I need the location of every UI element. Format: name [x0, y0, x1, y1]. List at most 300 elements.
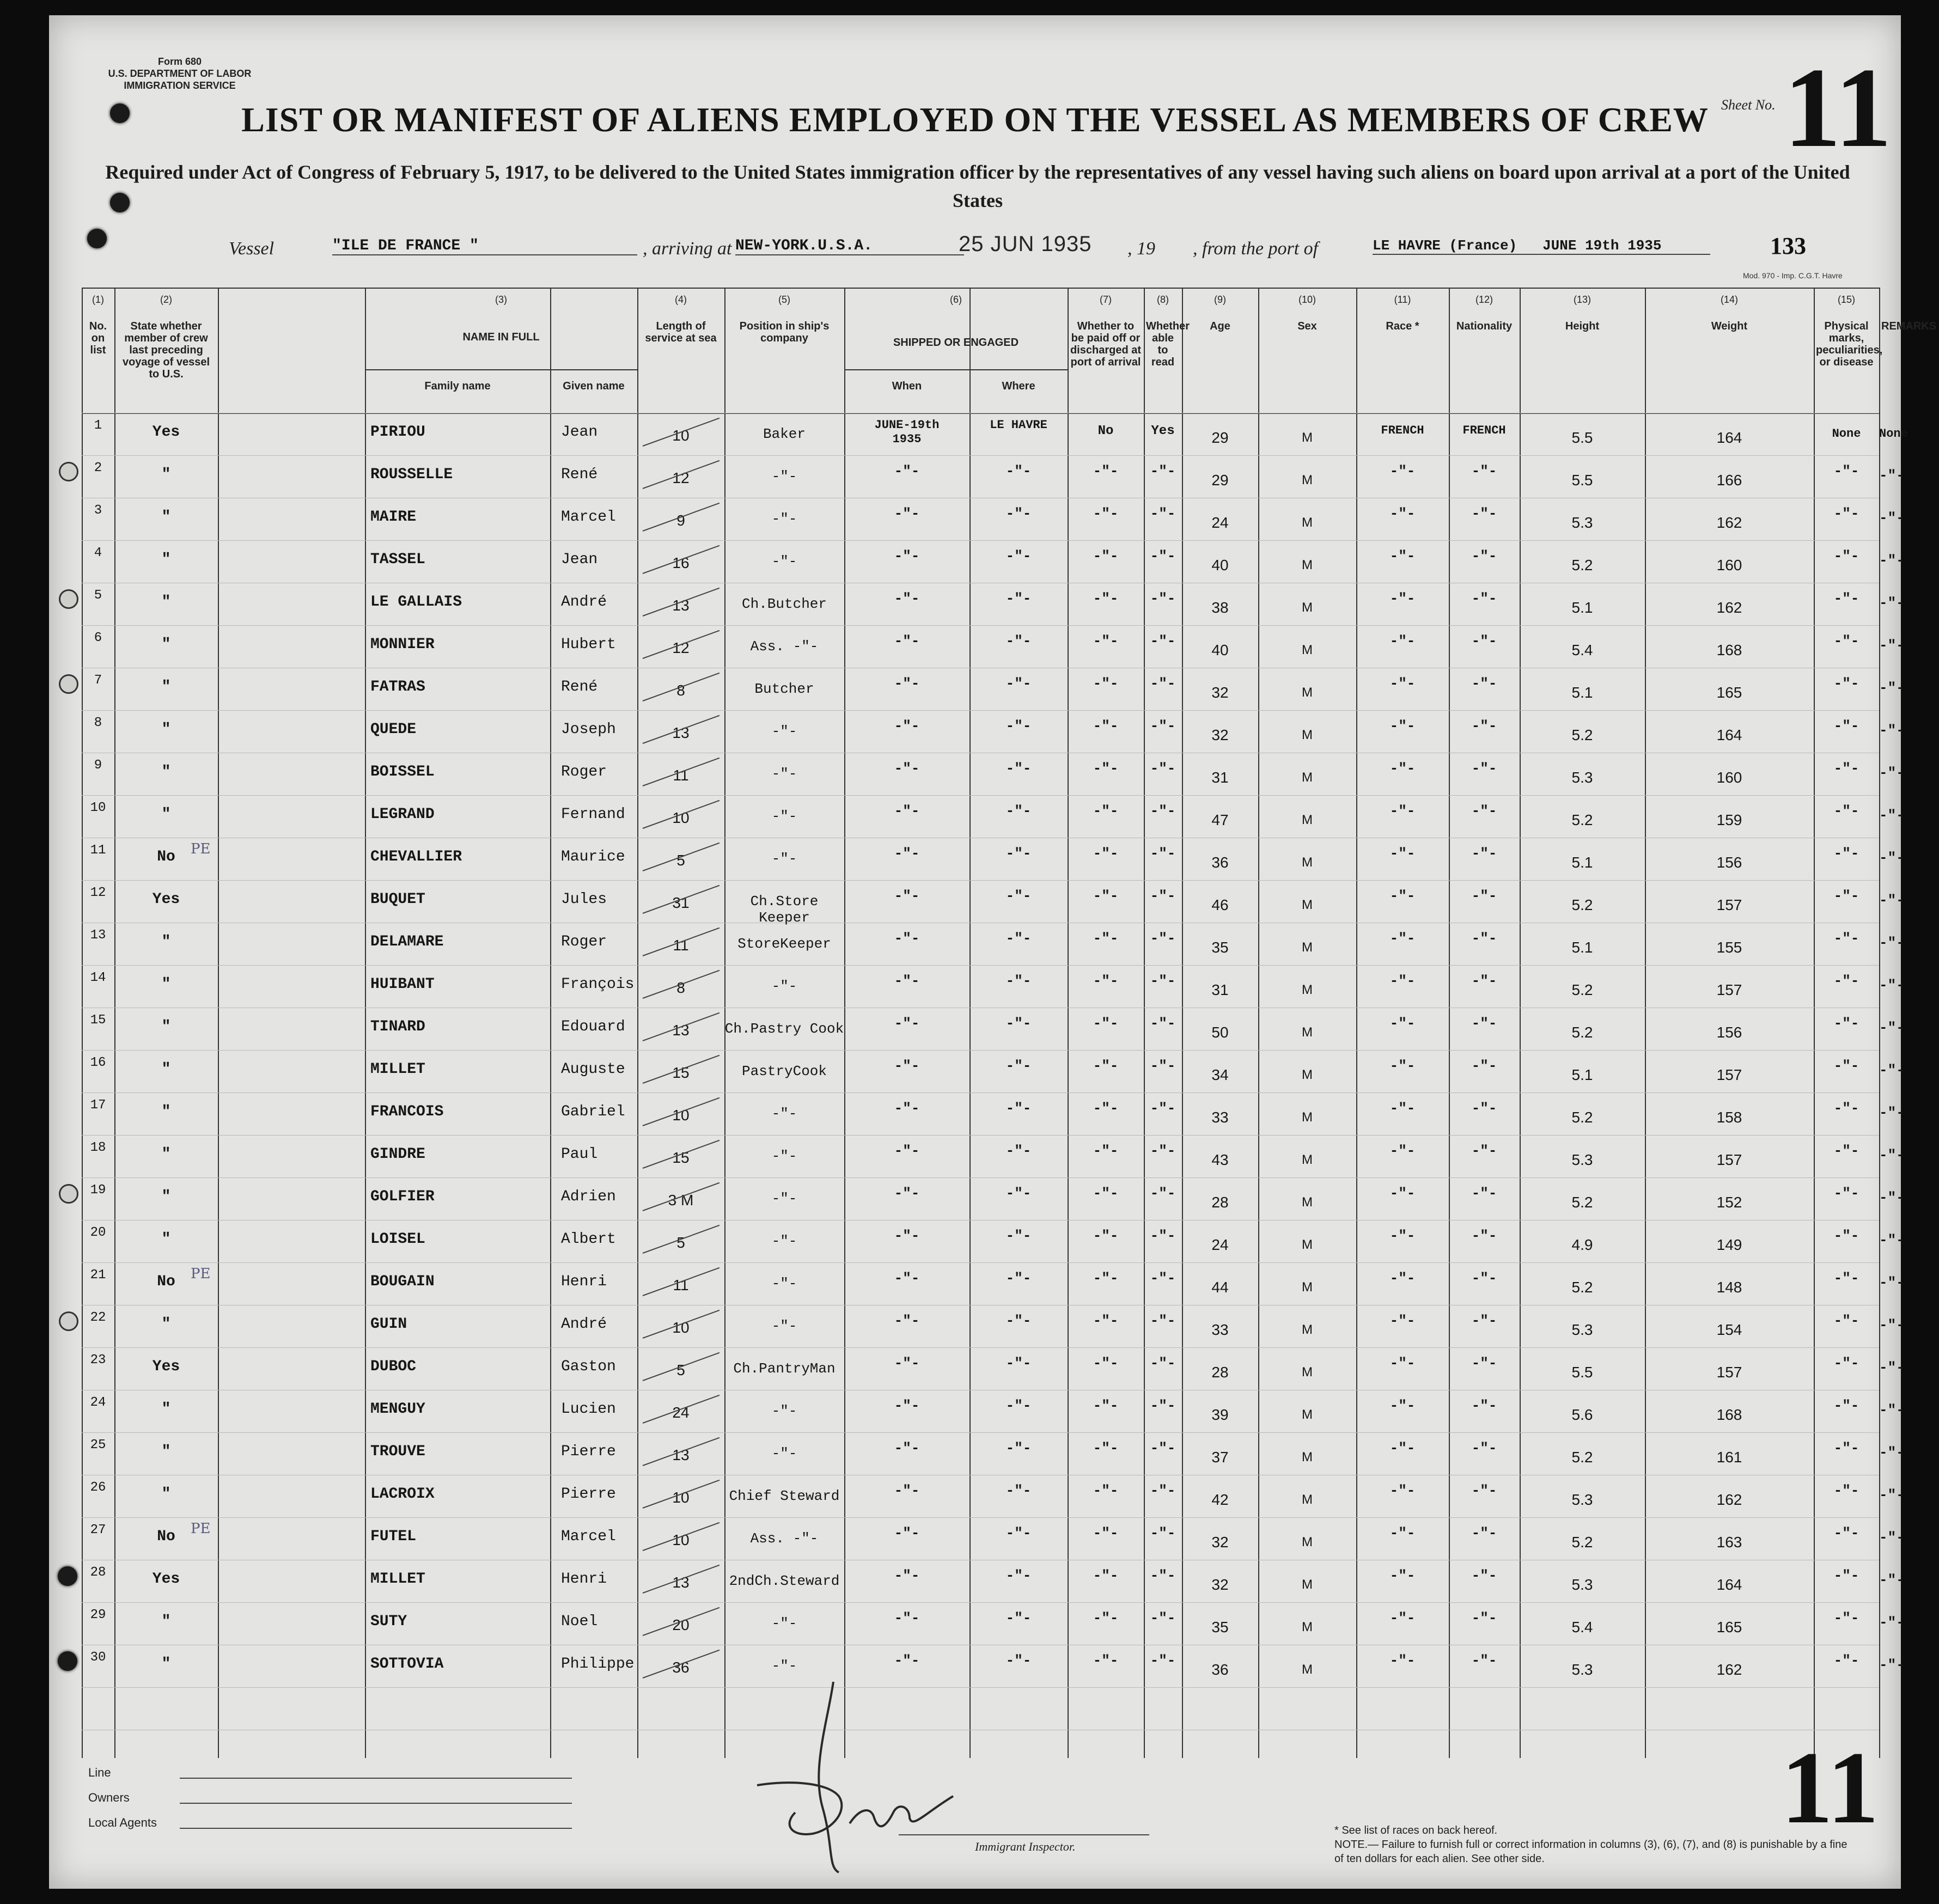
- row-height: 5.2: [1571, 896, 1593, 913]
- row-age: 40: [1211, 642, 1229, 658]
- row-position: -"-: [771, 978, 797, 994]
- row-nationality: -"-: [1471, 1100, 1497, 1116]
- col-weight-header-num: (14): [1720, 294, 1738, 305]
- col-when-header: When: [892, 380, 922, 392]
- binder-ring: [59, 589, 78, 609]
- col-age-header: Age: [1210, 320, 1230, 332]
- service-name: IMMIGRATION SERVICE: [124, 80, 236, 91]
- row-marks: -"-: [1833, 1482, 1859, 1499]
- list-number: 133: [1770, 233, 1806, 259]
- row-marks: -"-: [1833, 1567, 1859, 1584]
- punch-hole: [87, 229, 107, 248]
- col-shipped-num: (6): [950, 294, 962, 305]
- row-position: Ch.Pastry Cook: [724, 1021, 844, 1037]
- row-given-name: Hubert: [561, 636, 616, 653]
- row-race: -"-: [1389, 930, 1416, 947]
- row-position: -"-: [771, 1106, 797, 1122]
- row-rule: [82, 1602, 1879, 1603]
- row-marks: -"-: [1833, 505, 1859, 522]
- row-nationality: -"-: [1471, 1313, 1497, 1329]
- row-family-name: PIRIOU: [370, 424, 425, 441]
- row-read: -"-: [1150, 548, 1176, 564]
- row-family-name: GOLFIER: [370, 1188, 435, 1205]
- row-where: -"-: [1005, 1440, 1032, 1456]
- row-when: -"-: [894, 1015, 920, 1032]
- row-age: 29: [1211, 472, 1229, 489]
- row-race: -"-: [1389, 1398, 1416, 1414]
- row-rule: [82, 710, 1879, 711]
- row-when: -"-: [894, 1313, 920, 1329]
- row-sex: M: [1302, 1237, 1313, 1252]
- row-prev-voyage: ": [161, 1188, 171, 1205]
- row-number: 29: [90, 1608, 106, 1622]
- row-service: 13: [672, 1447, 690, 1463]
- row-height: 5.3: [1571, 769, 1593, 786]
- row-prev-voyage: ": [161, 1316, 171, 1333]
- row-read: -"-: [1150, 1567, 1176, 1584]
- footnote: [1334, 1823, 1857, 1866]
- row-nationality: -"-: [1471, 845, 1497, 862]
- row-paid-off: -"-: [1093, 1015, 1119, 1032]
- row-weight: 157: [1716, 896, 1742, 913]
- row-read: -"-: [1150, 1270, 1176, 1286]
- row-position: Ch.Butcher: [741, 596, 827, 612]
- row-when: -"-: [894, 590, 920, 607]
- row-given-name: François: [561, 976, 635, 993]
- row-given-name: Jules: [561, 891, 607, 908]
- row-number: 28: [90, 1565, 106, 1580]
- row-when: -"-: [894, 803, 920, 819]
- row-family-name: DUBOC: [370, 1358, 417, 1375]
- row-prev-voyage: Yes: [152, 891, 180, 908]
- row-age: 32: [1211, 727, 1229, 743]
- row-family-name: SOTTOVIA: [370, 1656, 444, 1673]
- row-height: 5.1: [1571, 684, 1593, 701]
- row-family-name: HUIBANT: [370, 976, 435, 993]
- row-prev-voyage: ": [161, 764, 171, 780]
- subtitle: Required under Act of Congress of February 5, 1917, to be delivered to the United States immigration officer by the representatives of any vessel having such aliens on board upon arrival at a port of the United States: [105, 161, 1850, 211]
- row-paid-off: -"-: [1093, 973, 1119, 989]
- row-number: 4: [94, 546, 102, 560]
- arriving-port: NEW-YORK.U.S.A.: [735, 237, 964, 255]
- row-paid-off: -"-: [1093, 1525, 1119, 1541]
- col-paid-off-header-num: (7): [1100, 294, 1112, 305]
- row-number: 7: [94, 673, 102, 688]
- row-family-name: TINARD: [370, 1018, 425, 1035]
- row-prev-voyage: ": [161, 1146, 171, 1163]
- row-nationality: -"-: [1471, 888, 1497, 904]
- row-paid-off: -"-: [1093, 1652, 1119, 1669]
- row-read: -"-: [1150, 1143, 1176, 1159]
- row-number: 19: [90, 1183, 106, 1198]
- row-number: 18: [90, 1140, 106, 1155]
- row-sex: M: [1302, 558, 1313, 572]
- row-sex: M: [1302, 430, 1313, 445]
- row-weight: 159: [1716, 811, 1742, 828]
- row-number: 24: [90, 1395, 106, 1410]
- row-paid-off: -"-: [1093, 1100, 1119, 1116]
- row-height: 5.2: [1571, 811, 1593, 828]
- row-age: 42: [1211, 1491, 1229, 1508]
- shipped-subheader-rule: [844, 369, 1068, 370]
- col-remarks-header: REMARKS: [1881, 320, 1937, 332]
- row-given-name: André: [561, 594, 607, 611]
- row-service: 3 M: [668, 1192, 694, 1209]
- binder-ring: [59, 1311, 78, 1331]
- row-paid-off: -"-: [1093, 633, 1119, 649]
- row-prev-voyage: ": [161, 551, 171, 568]
- row-prev-voyage: No: [157, 849, 175, 865]
- header-rule: [82, 288, 1879, 289]
- column-rule: [218, 288, 219, 1758]
- row-race: -"-: [1389, 1228, 1416, 1244]
- row-read: -"-: [1150, 845, 1176, 862]
- row-service: 10: [672, 427, 690, 444]
- row-read: -"-: [1150, 1058, 1176, 1074]
- row-nationality: -"-: [1471, 633, 1497, 649]
- row-position: Chief Steward: [729, 1488, 840, 1504]
- row-prev-voyage: ": [161, 1103, 171, 1120]
- row-race: -"-: [1389, 845, 1416, 862]
- row-where: -"-: [1005, 1398, 1032, 1414]
- row-paid-off: -"-: [1093, 803, 1119, 819]
- col-height-header-num: (13): [1573, 294, 1591, 305]
- row-service: 10: [672, 1107, 690, 1124]
- row-height: 5.2: [1571, 1279, 1593, 1296]
- bottom-sheet-number: 11: [1781, 1731, 1879, 1845]
- row-prev-voyage: ": [161, 1486, 171, 1503]
- row-service: 15: [672, 1064, 690, 1081]
- row-race: -"-: [1389, 1100, 1416, 1116]
- row-weight: 152: [1716, 1194, 1742, 1211]
- row-nationality: FRENCH: [1462, 424, 1506, 437]
- row-nationality: -"-: [1471, 1143, 1497, 1159]
- col-no-header-num: (1): [92, 294, 104, 305]
- row-read: -"-: [1150, 675, 1176, 692]
- row-paid-off: -"-: [1093, 505, 1119, 522]
- row-weight: 154: [1716, 1321, 1742, 1338]
- row-read: -"-: [1150, 633, 1176, 649]
- row-race: FRENCH: [1381, 424, 1424, 437]
- row-sex: M: [1302, 1450, 1313, 1464]
- footer-line-label: Line: [88, 1766, 111, 1779]
- row-where: -"-: [1005, 803, 1032, 819]
- row-sex: M: [1302, 1620, 1313, 1634]
- row-position: Ch.PantryMan: [733, 1360, 836, 1377]
- row-given-name: René: [561, 679, 598, 695]
- row-family-name: TROUVE: [370, 1443, 425, 1460]
- inspector-rule: [899, 1834, 1149, 1835]
- row-service: 13: [672, 724, 690, 741]
- row-read: -"-: [1150, 1398, 1176, 1414]
- row-service: 20: [672, 1616, 690, 1633]
- row-sex: M: [1302, 855, 1313, 870]
- row-family-name: BUQUET: [370, 891, 425, 908]
- row-nationality: -"-: [1471, 463, 1497, 479]
- row-rule: [82, 1687, 1879, 1688]
- row-position: -"-: [771, 1191, 797, 1207]
- row-paid-off: -"-: [1093, 718, 1119, 734]
- row-when: -"-: [894, 1228, 920, 1244]
- row-given-name: Pierre: [561, 1486, 616, 1503]
- row-race: -"-: [1389, 463, 1416, 479]
- row-height: 5.5: [1571, 1364, 1593, 1381]
- col-nationality-header-num: (12): [1475, 294, 1493, 305]
- row-rule: [82, 1347, 1879, 1348]
- row-marks: -"-: [1833, 633, 1859, 649]
- row-service: 11: [673, 1277, 689, 1293]
- row-read: -"-: [1150, 1228, 1176, 1244]
- row-where: -"-: [1005, 1610, 1032, 1626]
- row-position: -"-: [771, 1233, 797, 1249]
- row-paid-off: -"-: [1093, 675, 1119, 692]
- column-rule: [365, 288, 366, 1758]
- col-sex-header-num: (10): [1298, 294, 1316, 305]
- row-number: 8: [94, 716, 102, 730]
- row-paid-off: -"-: [1093, 1058, 1119, 1074]
- row-read: -"-: [1150, 463, 1176, 479]
- row-where: -"-: [1005, 1015, 1032, 1032]
- row-read: -"-: [1150, 973, 1176, 989]
- form-number: Form 680: [157, 56, 202, 67]
- row-paid-off: -"-: [1093, 548, 1119, 564]
- row-service: 10: [672, 1319, 690, 1336]
- footer-agents-rule: [180, 1828, 572, 1829]
- vessel-label: Vessel: [229, 239, 275, 259]
- row-race: -"-: [1389, 1440, 1416, 1456]
- row-position: StoreKeeper: [737, 936, 831, 952]
- row-when: -"-: [894, 1482, 920, 1499]
- row-marks: -"-: [1833, 1610, 1859, 1626]
- col-service-header-num: (4): [675, 294, 687, 305]
- row-when: -"-: [894, 1355, 920, 1371]
- row-nationality: -"-: [1471, 1228, 1497, 1244]
- row-height: 5.1: [1571, 1066, 1593, 1083]
- row-read: -"-: [1150, 1355, 1176, 1371]
- row-weight: 165: [1716, 1619, 1742, 1636]
- footer-owners-label: Owners: [88, 1791, 130, 1804]
- row-prev-voyage: ": [161, 976, 171, 993]
- row-family-name: MENGUY: [370, 1401, 425, 1418]
- row-position: -"-: [771, 511, 797, 527]
- row-number: 30: [90, 1650, 106, 1665]
- row-when: -"-: [894, 633, 920, 649]
- row-sex: M: [1302, 1110, 1313, 1125]
- row-height: 5.6: [1571, 1406, 1593, 1423]
- row-height: 5.1: [1571, 854, 1593, 871]
- row-height: 5.2: [1571, 1194, 1593, 1211]
- row-age: 34: [1211, 1066, 1229, 1083]
- row-given-name: Philippe: [561, 1656, 635, 1673]
- row-marks: -"-: [1833, 760, 1859, 777]
- row-height: 5.1: [1571, 939, 1593, 956]
- row-race: -"-: [1389, 1355, 1416, 1371]
- row-age: 29: [1211, 429, 1229, 446]
- row-age: 32: [1211, 684, 1229, 701]
- row-nationality: -"-: [1471, 1610, 1497, 1626]
- row-given-name: Jean: [561, 424, 598, 441]
- row-where: -"-: [1005, 1567, 1032, 1584]
- row-number: 3: [94, 503, 102, 518]
- row-race: -"-: [1389, 1185, 1416, 1201]
- row-sex: M: [1302, 1662, 1313, 1677]
- row-marks: None: [1832, 427, 1861, 441]
- row-age: 47: [1211, 811, 1229, 828]
- row-prev-voyage: ": [161, 721, 171, 738]
- row-sex: M: [1302, 1577, 1313, 1592]
- row-rule: [82, 1262, 1879, 1263]
- row-read: -"-: [1150, 1525, 1176, 1541]
- row-marks: -"-: [1833, 1525, 1859, 1541]
- row-height: 5.2: [1571, 981, 1593, 998]
- row-height: 5.5: [1571, 472, 1593, 489]
- row-nationality: -"-: [1471, 548, 1497, 564]
- row-family-name: DELAMARE: [370, 933, 444, 950]
- footer-line-rule: [180, 1778, 572, 1779]
- row-marks: -"-: [1833, 845, 1859, 862]
- row-marks: -"-: [1833, 1058, 1859, 1074]
- row-given-name: Paul: [561, 1146, 598, 1163]
- row-read: -"-: [1150, 1652, 1176, 1669]
- row-service: 11: [673, 767, 689, 784]
- row-sex: M: [1302, 643, 1313, 657]
- row-age: 31: [1211, 769, 1229, 786]
- sheet-label: Sheet No.: [1721, 97, 1776, 113]
- row-prev-voyage: Yes: [152, 1358, 180, 1375]
- row-given-name: René: [561, 466, 598, 483]
- row-number: 10: [90, 801, 106, 815]
- row-weight: 157: [1716, 1151, 1742, 1168]
- row-position: PastryCook: [741, 1063, 827, 1079]
- row-nationality: -"-: [1471, 1440, 1497, 1456]
- row-prev-voyage: ": [161, 1231, 171, 1248]
- row-height: 5.2: [1571, 1449, 1593, 1466]
- row-rule: [82, 1135, 1879, 1136]
- row-rule: [82, 965, 1879, 966]
- row-number: 2: [94, 461, 102, 475]
- row-position: 2ndCh.Steward: [729, 1573, 840, 1589]
- row-read: -"-: [1150, 718, 1176, 734]
- row-race: -"-: [1389, 1313, 1416, 1329]
- row-nationality: -"-: [1471, 1015, 1497, 1032]
- row-number: 23: [90, 1353, 106, 1368]
- row-service: 24: [672, 1404, 690, 1421]
- row-age: 43: [1211, 1151, 1229, 1168]
- row-race: -"-: [1389, 973, 1416, 989]
- row-weight: 163: [1716, 1534, 1742, 1551]
- row-weight: 164: [1716, 727, 1742, 743]
- punch-hole: [58, 1566, 77, 1586]
- row-race: -"-: [1389, 718, 1416, 734]
- form-identifier: [82, 56, 278, 91]
- row-number: 6: [94, 631, 102, 645]
- row-service: 31: [672, 894, 690, 911]
- col-race-header: Race *: [1386, 320, 1419, 332]
- row-weight: 157: [1716, 1364, 1742, 1381]
- row-number: 1: [94, 418, 102, 433]
- row-prev-voyage: No: [157, 1528, 175, 1545]
- row-height: 5.3: [1571, 1576, 1593, 1593]
- row-where: -"-: [1005, 718, 1032, 734]
- row-height: 4.9: [1571, 1236, 1593, 1253]
- row-paid-off: -"-: [1093, 1610, 1119, 1626]
- row-where: -"-: [1005, 1482, 1032, 1499]
- col-height-header: Height: [1565, 320, 1600, 332]
- row-race: -"-: [1389, 760, 1416, 777]
- row-prev-voyage: ": [161, 509, 171, 526]
- row-weight: 157: [1716, 1066, 1742, 1083]
- row-number: 16: [90, 1055, 106, 1070]
- row-when: -"-: [894, 1440, 920, 1456]
- row-height: 5.3: [1571, 1661, 1593, 1678]
- row-weight: 168: [1716, 642, 1742, 658]
- row-where: -"-: [1005, 973, 1032, 989]
- row-where: -"-: [1005, 1058, 1032, 1074]
- row-age: 38: [1211, 599, 1229, 616]
- sheet-number: 11: [1784, 45, 1892, 171]
- row-height: 5.2: [1571, 1024, 1593, 1041]
- row-nationality: -"-: [1471, 930, 1497, 947]
- row-prev-voyage: ": [161, 1443, 171, 1460]
- row-rule: [82, 1177, 1879, 1178]
- row-given-name: Maurice: [561, 849, 625, 865]
- row-service: 16: [672, 554, 690, 571]
- row-paid-off: -"-: [1093, 1143, 1119, 1159]
- row-family-name: BOISSEL: [370, 764, 435, 780]
- row-weight: 160: [1716, 769, 1742, 786]
- row-given-name: Marcel: [561, 509, 616, 526]
- row-number: 15: [90, 1013, 106, 1028]
- row-paid-off: -"-: [1093, 1270, 1119, 1286]
- row-marks: -"-: [1833, 718, 1859, 734]
- row-marks: -"-: [1833, 1143, 1859, 1159]
- row-sex: M: [1302, 1407, 1313, 1422]
- col-name-header: NAME IN FULL: [462, 331, 540, 343]
- departure-date: JUNE 19th 1935: [1542, 237, 1662, 254]
- row-prev-voyage: ": [161, 1613, 171, 1630]
- row-family-name: MAIRE: [370, 509, 417, 526]
- col-prev-voyage-header-num: (2): [160, 294, 172, 305]
- row-given-name: Joseph: [561, 721, 616, 738]
- row-sex: M: [1302, 813, 1313, 827]
- row-weight: 149: [1716, 1236, 1742, 1253]
- row-given-name: Jean: [561, 551, 598, 568]
- row-weight: 156: [1716, 1024, 1742, 1041]
- row-when: -"-: [894, 1652, 920, 1669]
- row-when: -"-: [894, 1058, 920, 1074]
- row-position: -"-: [771, 1445, 797, 1462]
- binder-ring: [59, 1184, 78, 1204]
- row-read: -"-: [1150, 803, 1176, 819]
- row-given-name: Henri: [561, 1273, 607, 1290]
- row-paid-off: -"-: [1093, 463, 1119, 479]
- row-nationality: -"-: [1471, 505, 1497, 522]
- row-age: 35: [1211, 1619, 1229, 1636]
- row-weight: 166: [1716, 472, 1742, 489]
- row-service: 8: [676, 682, 685, 699]
- row-weight: 168: [1716, 1406, 1742, 1423]
- col-race-header-num: (11): [1394, 294, 1411, 305]
- row-prev-voyage: Yes: [152, 1571, 180, 1588]
- row-when: -"-: [894, 505, 920, 522]
- row-read: -"-: [1150, 1440, 1176, 1456]
- row-family-name: MILLET: [370, 1061, 425, 1078]
- row-weight: 161: [1716, 1449, 1742, 1466]
- row-service: 12: [672, 639, 690, 656]
- row-prev-voyage: Yes: [152, 424, 180, 441]
- row-race: -"-: [1389, 1270, 1416, 1286]
- row-service: 5: [676, 1234, 685, 1251]
